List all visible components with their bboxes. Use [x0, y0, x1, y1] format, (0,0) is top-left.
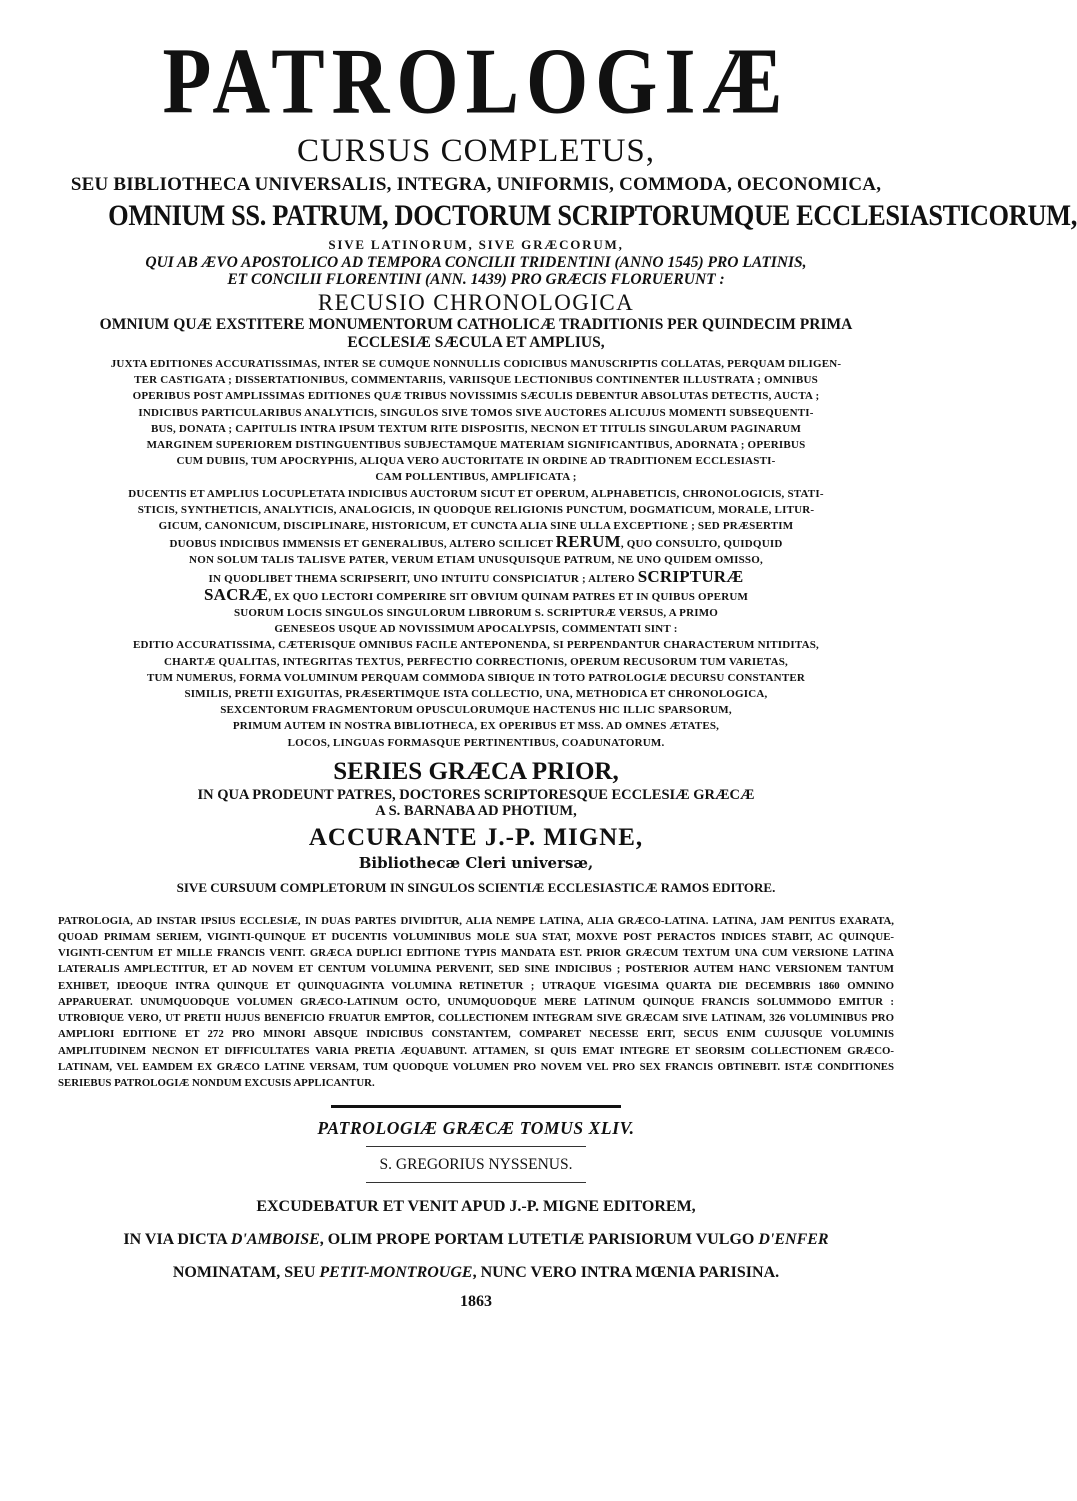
description-line-sacrae	[58, 584, 894, 605]
omnium-quae-line-2: ECCLESIÆ SÆCULA ET AMPLIUS,	[347, 334, 605, 351]
description-line: CHARTÆ QUALITAS, INTEGRITAS TEXTUS, PERFECTIO CORRECTIONIS, OPERUM RECUSORUM TUM VARIETAS,	[163, 655, 789, 668]
description-line: OPERIBUS POST AMPLISSIMAS EDITIONES QUÆ TRIBUS NOVISSIMIS SÆCULIS DEBENTUR ABSOLUTAS DETECTIS, AUCTA ;	[132, 390, 820, 403]
notice-paragraph: PATROLOGIA, AD INSTAR IPSIUS ECCLESIÆ, IN DUAS PARTES DIVIDITUR, ALIA NEMPE LATINA, ALIA GRÆCO-LATINA. LATINA, JAM PENITUS EXARATA, QUOAD PRIMAM SERIEM, VIGINTI-QUINQUE ET DUCENTIS VOLUMINIBUS MOLE SUA STAT, MOXVE POST PERACTOS INDICES STABIT, AC QUINQUE-VIGINTI-CENTUM ET MILLE FRANCIS VENIT. GRÆCA DUPLICI EDITIONE TYPIS MANDATA EST. PRIOR GRÆCUM TEXTUM UNA CUM VERSIONE LATINA LATERALIS AMPLECTITUR, ET AD NOVEM ET CENTUM VOLUMINA PERVENIT, SED SINE INDICIBUS ; POSTERIOR AUTEM HANC VERSIONEM TANTUM EXHIBET, IDEOQUE INTRA QUINQUE ET QUINQUAGINTA VOLUMINA RETINETUR ; UTRAQUE VIGESIMA QUARTA DIE DECEMBRIS 1860 OMNINO APPARUERAT. UNUMQUODQUE VOLUMEN GRÆCO-LATINUM OCTO, UNUMQUODQUE MERE LATINUM QUINQUE FRANCIS SOLUMMODO EMITUR : UTROBIQUE VERO, UT PRETII HUJUS BENEFICIO FRUATUR EMPTOR, COLLECTIONEM INTEGRAM SIVE GRÆCAM SIVE LATINAM, 326 VOLUMINIBUS PRO AMPLIORI EDITIONE ET 272 PRO MINORI ABSQUE INDICIBUS CONSTANTEM, COMPARET NECESSE ERIT, SECUS ENIM CUJUSQUE VOLUMINIS AMPLITUDINEM NECNON ET DIFFICULTATES VARIA PRETIA ÆQUABUNT. ATTAMEN, SI QUIS EMAT INTEGRE ET SEORSIM COLLECTIONEM GRÆCO-LATINAM, VEL EAMDEM EX GRÆCO LATINE VERSAM, TUM QUODQUE VOLUMEN PRO NOVEM VEL PRO SEX FRANCIS OBTINEBIT. ISTÆ CONDITIONES SERIEBUS PATROLOGIÆ NONDUM EXCUSIS APPLICANTUR.	[58, 914, 894, 1089]
divider-thin	[366, 1182, 586, 1183]
accurante-migne: ACCURANTE J.-P. MIGNE,	[308, 823, 644, 851]
description-line: BUS, DONATA ; CAPITULIS INTRA IPSUM TEXTUM RITE DISPOSITIS, NECNON ET TITULIS SINGULARUM PAGINARUM	[150, 422, 802, 435]
imprint-line-2	[58, 1230, 894, 1249]
cursus-completus: CURSUS COMPLETUS,	[296, 133, 656, 169]
sive-latinorum-line: SIVE LATINORUM, SIVE GRÆCORUM,	[328, 237, 624, 252]
description-line: JUXTA EDITIONES ACCURATISSIMAS, INTER SE CUMQUE NONNULLIS CODICIBUS MANUSCRIPTIS COLLATAS, PERQUAM DILIGEN-	[110, 358, 842, 370]
description-line: SIMILIS, PRETII EXIGUITAS, PRÆSERTIMQUE ISTA COLLECTIO, UNA, METHODICA ET CHRONOLOGICA,	[184, 688, 768, 701]
imprint-text: IN VIA DICTA	[123, 1231, 227, 1249]
description-line: CAM POLLENTIBUS, AMPLIFICATA ;	[375, 471, 577, 484]
description-block	[58, 356, 894, 751]
author-name: S. GREGORIUS NYSSENUS.	[379, 1156, 573, 1174]
sacrae-word: SACRÆ	[203, 584, 269, 604]
duobus-text: DUOBUS INDICIBUS IMMENSIS ET GENERALIBUS, ALTERO SCILICET	[169, 538, 553, 551]
imprint-text: NOMINATAM, SEU	[172, 1264, 316, 1282]
imprint-italic: D'AMBOISE	[230, 1231, 320, 1249]
thema-text: IN QUODLIBET THEMA SCRIPSERIT, UNO INTUITU CONSPICIATUR ; ALTERO	[208, 572, 635, 585]
description-line: NON SOLUM TALIS TALISVE PATER, VERUM ETIAM UNUSQUISQUE PATRUM, NE UNO QUIDEM OMISSO,	[189, 554, 763, 567]
description-line: EDITIO ACCURATISSIMA, CÆTERISQUE OMNIBUS FACILE ANTEPONENDA, SI PERPENDANTUR CHARACTERUM NITIDITAS,	[132, 639, 819, 652]
description-line: TER CASTIGATA ; DISSERTATIONIBUS, COMMENTARIIS, VARIISQUE LECTIONIBUS CONTINENTER ILLUSTRATA ; OMNIBUS	[134, 374, 818, 387]
sive-cursuum-line: SIVE CURSUUM COMPLETORUM IN SINGULOS SCIENTIÆ ECCLESIASTICÆ RAMOS EDITORE.	[176, 879, 776, 895]
imprint-italic: PETIT-MONTROUGE	[319, 1264, 473, 1282]
imprint-line-1: EXCUDEBATUR ET VENIT APUD J.-P. MIGNE EDITOREM,	[256, 1198, 696, 1216]
description-line: SEXCENTORUM FRAGMENTORUM OPUSCULORUMQUE HACTENUS HIC ILLIC SPARSORUM,	[220, 704, 732, 717]
main-title: PATROLOGIÆ	[162, 30, 790, 134]
duobus-post: , QUO CONSULTO, QUIDQUID	[620, 538, 783, 551]
description-line: DUCENTIS ET AMPLIUS LOCUPLETATA INDICIBUS AUCTORUM SICUT ET OPERUM, ALPHABETICIS, CHRONOLOGICIS, STATI-	[128, 487, 824, 500]
scripturae-word: SCRIPTURÆ	[637, 566, 744, 586]
description-line: GENESEOS USQUE AD NOVISSIMUM APOCALYPSIS, COMMENTATI SINT :	[274, 623, 678, 636]
et-concilii-line: ET CONCILII FLORENTINI (ANN. 1439) PRO GRÆCIS FLORUERUNT :	[227, 271, 725, 288]
imprint-italic: D'ENFER	[758, 1231, 829, 1249]
sacrae-post: , EX QUO LECTORI COMPERIRE SIT OBVIUM QUINAM PATRES ET IN QUIBUS OPERUM	[268, 590, 749, 603]
imprint-line-3	[58, 1263, 894, 1282]
in-qua-line-1: IN QUA PRODEUNT PATRES, DOCTORES SCRIPTORESQUE ECCLESIÆ GRÆCÆ	[197, 786, 755, 803]
description-line: TUM NUMERUS, FORMA VOLUMINUM PERQUAM COMMODA SIBIQUE IN TOTO PATROLOGIÆ DECURSU CONSTANTER	[146, 671, 806, 684]
bibliothecae-cleri: Bibliothecæ Cleri universæ,	[358, 853, 594, 872]
publication-year: 1863	[460, 1293, 492, 1311]
tomus-title: PATROLOGIÆ GRÆCÆ TOMUS XLIV.	[317, 1118, 635, 1139]
description-line: MARGINEM SUPERIOREM DISTINGUENTIBUS SUBJECTAMQUE MATERIAM SIGNIFICANTIBUS, ADORNATA ; OPERIBUS	[146, 439, 806, 452]
description-line: LOCOS, LINGUAS FORMASQUE PERTINENTIBUS, COADUNATORUM.	[287, 736, 665, 749]
divider-rule	[331, 1105, 621, 1108]
description-line: STICIS, SYNTHETICIS, ANALYTICIS, ANALOGICIS, IN QUODQUE RELIGIONIS PUNCTUM, DOGMATICUM, MORALE, LITUR-	[137, 503, 815, 516]
rerum-word: RERUM	[555, 532, 621, 552]
description-line: SUORUM LOCIS SINGULOS SINGULORUM LIBRORUM S. SCRIPTURÆ VERSUS, A PRIMO	[233, 607, 719, 620]
description-line: INDICIBUS PARTICULARIBUS ANALYTICIS, SINGULOS SIVE TOMOS SIVE AUCTORES ALICUJUS MOMENTI SUBSEQUENTI-	[138, 406, 814, 419]
description-line-rerum	[58, 534, 894, 552]
description-line: PRIMUM AUTEM IN NOSTRA BIBLIOTHECA, EX OPERIBUS ET MSS. AD OMNES ÆTATES,	[232, 720, 720, 733]
bibliotheca-line: SEU BIBLIOTHECA UNIVERSALIS, INTEGRA, UNIFORMIS, COMMODA, OECONOMICA,	[70, 174, 882, 195]
divider-thin	[366, 1146, 586, 1147]
imprint-text: , OLIM PROPE PORTAM LUTETIÆ PARISIORUM VULGO	[319, 1231, 755, 1249]
qui-ab-aevo-line: QUI AB ÆVO APOSTOLICO AD TEMPORA CONCILII TRIDENTINI (ANNO 1545) PRO LATINIS,	[145, 254, 807, 271]
recusio-chronologica: RECUSIO CHRONOLOGICA	[317, 290, 635, 315]
omnium-patrum-line: OMNIUM SS. PATRUM, DOCTORUM SCRIPTORUMQUE ECCLESIASTICORUM,	[108, 199, 1077, 232]
in-qua-line-2: A S. BARNABA AD PHOTIUM,	[375, 802, 577, 819]
description-line: CUM DUBIIS, TUM APOCRYPHIS, ALIQUA VERO AUCTORITATE IN ORDINE AD TRADITIONEM ECCLESIASTI-	[176, 455, 776, 468]
description-line-scripturae	[58, 566, 894, 587]
series-graeca-prior: SERIES GRÆCA PRIOR,	[333, 757, 619, 785]
omnium-quae-line-1: OMNIUM QUÆ EXSTITERE MONUMENTORUM CATHOLICÆ TRADITIONIS PER QUINDECIM PRIMA	[99, 316, 853, 333]
description-line: GICUM, CANONICUM, DISCIPLINARE, HISTORICUM, ET CUNCTA ALIA SINE ULLA EXCEPTIONE ; SED PRÆSERTIM	[158, 520, 794, 533]
imprint-text: , NUNC VERO INTRA MŒNIA PARISINA.	[472, 1264, 780, 1282]
